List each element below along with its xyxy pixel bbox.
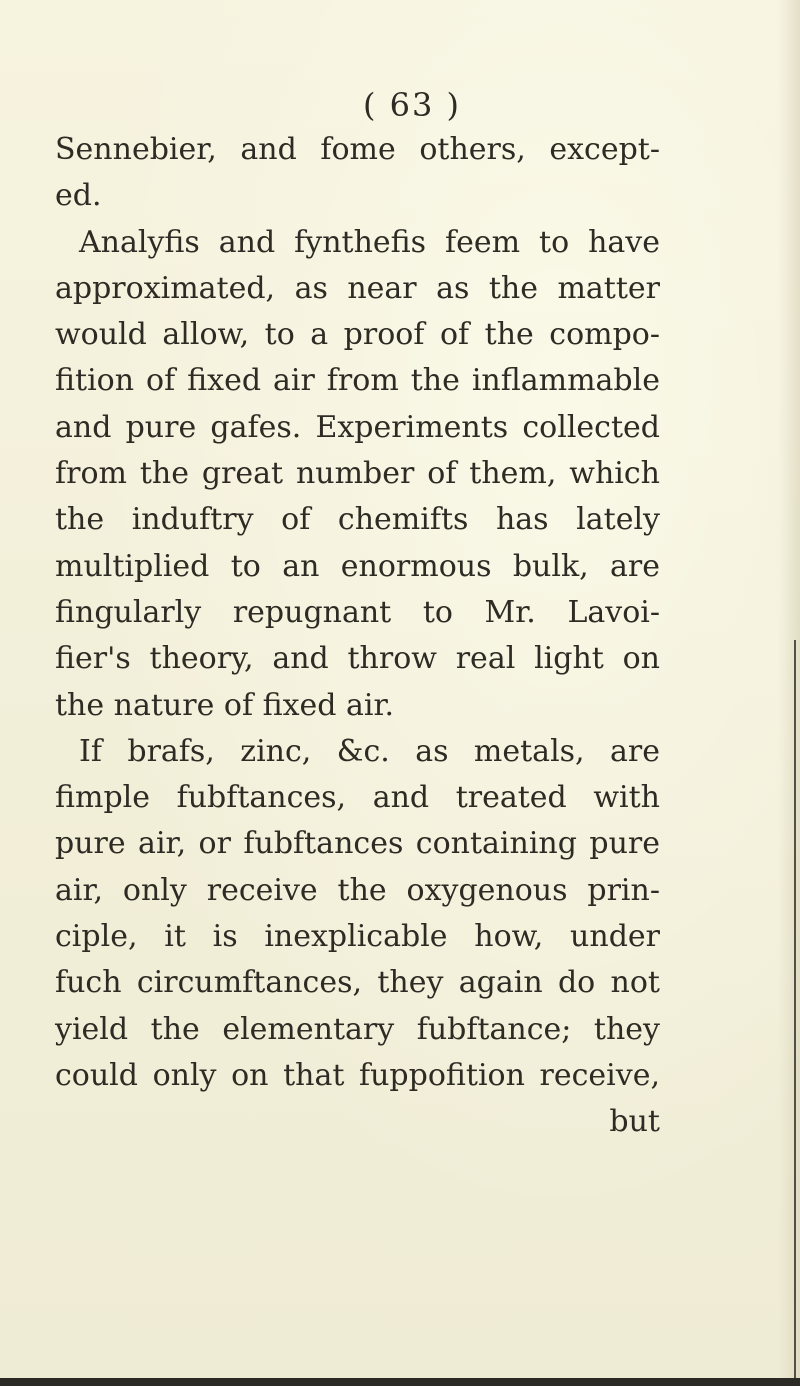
text-line: fier's theory, and throw real light on (55, 641, 660, 677)
text-line: the nature of fixed air. (55, 687, 395, 723)
text-line: approximated, as near as the matter (55, 270, 660, 306)
text-line: the induftry of chemifts has lately (55, 502, 660, 538)
text-line: ed. (55, 178, 102, 214)
catchword: but (609, 1104, 660, 1140)
text-line: Sennebier, and fome others, except- (55, 132, 660, 167)
page-bottom-border (0, 1378, 800, 1386)
text-line: fimple fubftances, and treated with (55, 780, 660, 816)
text-line: could only on that fuppofition receive, (55, 1057, 660, 1093)
page-edge-shadow (778, 0, 800, 1386)
text-line: fition of fixed air from the inflammable (55, 363, 660, 399)
text-line: pure air, or fubftances containing pure (55, 826, 660, 862)
text-line: yield the elementary fubftance; they (55, 1011, 660, 1047)
text-line: If brafs, zinc, &c. as metals, are (79, 733, 660, 769)
text-line: air, only receive the oxygenous prin- (55, 872, 660, 908)
text-line: multiplied to an enormous bulk, are (55, 548, 660, 584)
text-line: from the great number of them, which (55, 456, 660, 492)
body-text (55, 127, 660, 1146)
text-line: fingularly repugnant to Mr. Lavoi- (55, 594, 660, 630)
text-line: fuch circumftances, they again do not (55, 965, 660, 1001)
text-line: and pure gafes. Experiments collected (55, 409, 660, 445)
text-line: would allow, to a proof of the compo- (55, 317, 660, 353)
running-head-page-number: ( 63 ) (362, 86, 462, 124)
text-line: Analyfis and fynthefis feem to have (79, 224, 660, 260)
text-line: ciple, it is inexplicable how, under (55, 919, 660, 955)
page-edge-line (794, 640, 796, 1386)
